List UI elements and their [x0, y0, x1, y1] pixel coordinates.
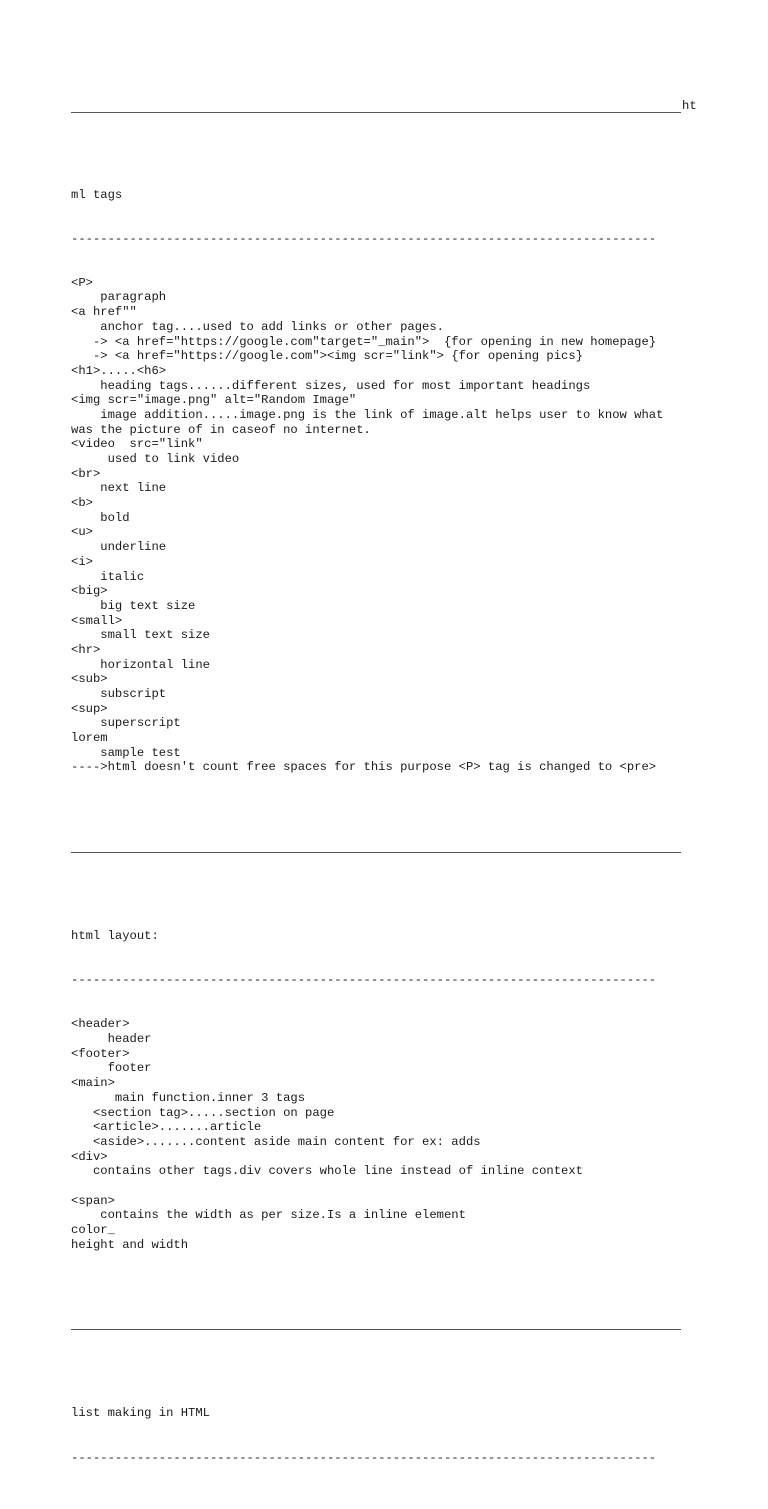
section-title: html layout: [71, 929, 159, 944]
text-line: next line [71, 481, 167, 496]
horizontal-rule [71, 852, 681, 853]
horizontal-rule [71, 112, 681, 113]
text-line: underline [71, 540, 167, 555]
text-line [71, 1179, 701, 1194]
text-line: <img scr="image.png" alt="Random Image" [71, 393, 357, 408]
text-line: <br> [71, 466, 101, 481]
text-line: <P> [71, 275, 93, 290]
text-line: <b> [71, 496, 93, 511]
text-line: <footer> [71, 1046, 130, 1061]
dash-separator: -------------------------------------------------------------------------------- [71, 231, 657, 246]
text-line: <video src="link" [71, 437, 203, 452]
document-body [71, 70, 701, 1509]
section-html-tags [71, 158, 701, 804]
text-line: <div> [71, 1149, 108, 1164]
text-line: <u> [71, 525, 93, 540]
text-line: <big> [71, 584, 108, 599]
text-line: <header> [71, 1017, 130, 1032]
text-line: -> <a href="https://google.com"target="_main"> {for opening in new homepage} [71, 334, 657, 349]
text-line: was the picture of in caseof no internet. [71, 422, 371, 437]
text-line: main function.inner 3 tags [71, 1090, 306, 1105]
text-line: color_ [71, 1223, 115, 1238]
text-line: paragraph [71, 290, 167, 305]
text-line: <hr> [71, 642, 101, 657]
section-html-layout [71, 900, 701, 1282]
text-line: <section tag>.....section on page [71, 1105, 335, 1120]
text-line: contains other tags.div covers whole line instead of inline context [71, 1164, 583, 1179]
text-line: <i> [71, 554, 93, 569]
horizontal-rule [71, 1329, 681, 1330]
text-line: <span> [71, 1193, 115, 1208]
text-line: <sup> [71, 701, 108, 716]
text-line: header [71, 1032, 152, 1047]
text-line: <aside>.......content aside main content for ex: adds [71, 1134, 481, 1149]
top-rule-row [71, 99, 701, 114]
text-line: ---->html doesn't count free spaces for this purpose <P> tag is changed to <pre> [71, 760, 657, 775]
text-line: <a href"" [71, 305, 137, 320]
text-line: anchor tag....used to add links or other pages. [71, 319, 444, 334]
text-line: superscript [71, 716, 181, 731]
text-line: subscript [71, 687, 167, 702]
text-line: small text size [71, 628, 210, 643]
text-line: contains the width as per size.Is a inline element [71, 1208, 466, 1223]
section-lines [71, 1017, 701, 1252]
text-line: heading tags......different sizes, used for most important headings [71, 378, 591, 393]
text-line: footer [71, 1061, 152, 1076]
header-tail-text: ht [682, 99, 697, 114]
text-line: bold [71, 510, 130, 525]
section-title: ml tags [71, 187, 123, 202]
text-line: used to link video [71, 452, 240, 467]
text-line: <sub> [71, 672, 108, 687]
text-line: <h1>.....<h6> [71, 363, 167, 378]
dash-separator: -------------------------------------------------------------------------------- [71, 973, 657, 988]
text-line: image addition.....image.png is the link of image.alt helps user to know what [71, 407, 664, 422]
text-line: horizontal line [71, 657, 210, 672]
section-rule [71, 1326, 701, 1333]
text-line: lorem [71, 731, 108, 746]
section-lines [71, 276, 701, 775]
text-line: italic [71, 569, 145, 584]
text-line: <article>.......article [71, 1120, 262, 1135]
section-title: list making in HTML [71, 1406, 210, 1421]
dash-separator: -------------------------------------------------------------------------------- [71, 1450, 657, 1465]
text-line: -> <a href="https://google.com"><img scr="link"> {for opening pics} [71, 349, 583, 364]
text-line: <main> [71, 1076, 115, 1091]
text-line: sample test [71, 745, 181, 760]
text-line: big text size [71, 598, 196, 613]
text-line: height and width [71, 1237, 189, 1252]
section-rule [71, 849, 701, 856]
text-line: <small> [71, 613, 123, 628]
section-list-making [71, 1377, 701, 1495]
